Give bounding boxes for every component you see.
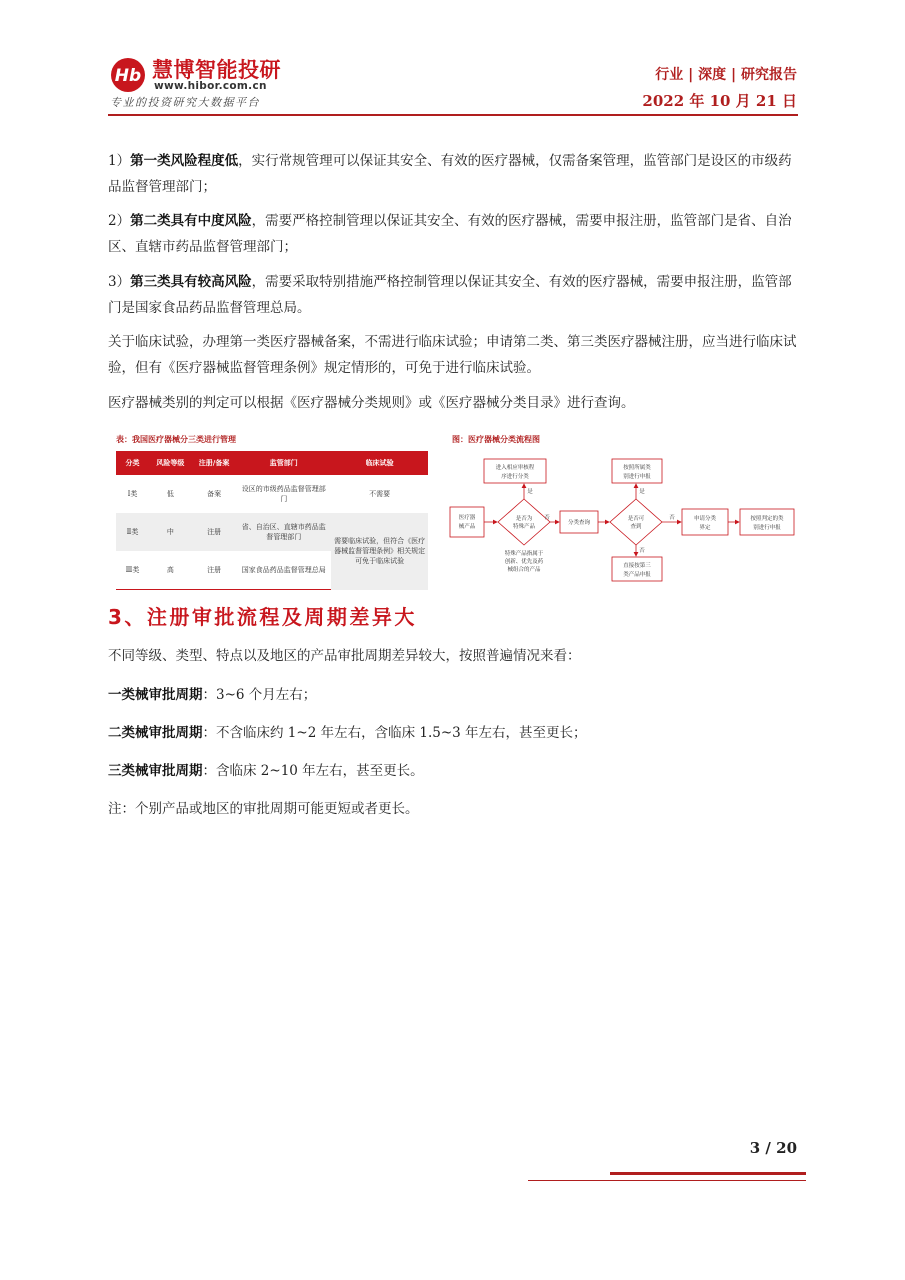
paragraph-class-one <box>108 148 798 200</box>
p2-rest: ，需要严格控制管理以保证其安全、有效的医疗器械，需要申报注册，监管部门是省、自治区、直辖市药品监督管理部门； <box>108 213 792 255</box>
flow-no-label: 否 <box>639 548 645 554</box>
flow-no-label-2: 否 <box>544 515 550 521</box>
flow-yes-label-2: 是 <box>639 489 645 495</box>
flow-apply-define-l2: 界定 <box>699 525 711 531</box>
flow-class-three-l2: 类产品申报 <box>623 572 651 578</box>
paragraph-clinical-trial: 关于临床试验，办理第一类医疗器械备案，不需进行临床试验；申请第二类、第三类医疗器械注册，应当进行临床试验，但有《医疗器械监督管理条例》规定情形的，可免于进行临床试验。 <box>108 334 797 376</box>
paragraph-class-two <box>108 208 798 260</box>
cycle-two-bold: 二类械审批周期 <box>108 725 203 741</box>
table-header-row <box>116 451 428 475</box>
p1-rest: ，实行常规管理可以保证其安全、有效的医疗器械，仅需备案管理，监管部门是设区的市级药品监督管理部门； <box>108 153 792 195</box>
flow-start-box <box>450 507 484 537</box>
flow-review-l2: 序进行分类 <box>501 474 529 480</box>
cycle-three-rest: ：含临床 2~10 年左右，甚至更长。 <box>202 763 424 779</box>
table-caption: 表：我国医疗器械分三类进行管理 <box>116 435 236 444</box>
flow-note-l1: 特殊产品指属于 <box>504 551 544 557</box>
page-number: 3 / 20 <box>749 1139 797 1157</box>
table-header-cell: 临床试验 <box>331 451 428 475</box>
footer-rule-thin <box>528 1180 806 1181</box>
table-cell: Ⅲ类 <box>116 551 149 590</box>
flow-final-l2: 别进行申报 <box>753 525 781 531</box>
table-cell: 中 <box>149 513 192 551</box>
table-header-cell: 注册/备案 <box>192 451 237 475</box>
cycle-note: 注：个别产品或地区的审批周期可能更短或者更长。 <box>108 801 419 817</box>
flow-class-three-l1: 直接按第三 <box>623 563 651 569</box>
table-cell: 国家食品药品监督管理总局 <box>236 551 331 590</box>
flow-no-label-3: 否 <box>669 515 675 521</box>
flow-classify-label: 分类查询 <box>567 520 591 526</box>
cycle-class-one <box>108 682 798 708</box>
p2-prefix: 2） <box>108 213 131 229</box>
cycle-two-rest: ：不含临床约 1~2 年左右，含临床 1.5~3 年左右，甚至更长； <box>202 725 587 741</box>
flow-final-l1: 按照判定的类 <box>750 516 784 522</box>
table-row <box>116 475 428 513</box>
p2-bold: 第二类具有中度风险 <box>130 213 252 229</box>
flow-review-l1: 进入相应审核程 <box>495 465 535 471</box>
section-intro: 不同等级、类型、特点以及地区的产品审批周期差异较大，按照普遍情况来看： <box>108 648 581 664</box>
flow-dec1-l2: 特殊产品 <box>512 524 536 530</box>
p1-bold: 第一类风险程度低 <box>130 153 239 169</box>
flow-apply-define-l1: 申请分类 <box>693 516 717 522</box>
logo-slogan: 专业的投资研究大数据平台 <box>110 96 260 109</box>
logo-mark-text: Hb <box>114 66 142 86</box>
table-cell: 省、自治区、直辖市药品监督管理部门 <box>236 513 331 551</box>
table-cell: 注册 <box>192 513 237 551</box>
cycle-three-bold: 三类械审批周期 <box>108 763 203 779</box>
table-cell: 备案 <box>207 490 222 498</box>
flow-apply-class-l2: 别进行申报 <box>623 474 651 480</box>
table-cell-clinical-merged: 需要临床试验，但符合《医疗器械监督管理条例》相关规定可免于临床试验 <box>331 513 428 590</box>
table-cell: 低 <box>166 490 174 498</box>
flow-note-l2: 创新、优先及药 <box>504 559 544 565</box>
paragraph-classification-query: 医疗器械类别的判定可以根据《医疗器械分类规则》或《医疗器械分类目录》进行查询。 <box>108 395 635 411</box>
classification-table <box>116 451 428 590</box>
flow-apply-class-l1: 按照所属类 <box>623 465 651 471</box>
table-cell: 不需要 <box>369 490 391 498</box>
cycle-class-three <box>108 758 798 784</box>
flow-start-l2: 械产品 <box>458 524 476 530</box>
flow-dec2-l1: 是否可 <box>627 516 645 522</box>
table-header-cell: 监管部门 <box>236 451 331 475</box>
flow-dec2-l2: 查到 <box>630 524 642 530</box>
cycle-one-bold: 一类械审批周期 <box>108 687 203 703</box>
table-cell: Ⅱ类 <box>116 513 149 551</box>
logo-title: 慧博智能投研 <box>152 58 281 82</box>
classification-flowchart <box>448 451 798 586</box>
section-heading: 3、注册审批流程及周期差异大 <box>108 605 417 629</box>
table-cell: 设区的市级药品监督管理部门 <box>241 485 326 503</box>
flow-note-l3: 械组合的产品 <box>507 567 541 573</box>
table-cell: 注册 <box>192 551 237 590</box>
flow-dec1-l1: 是否为 <box>515 516 533 522</box>
header-divider <box>108 114 798 116</box>
table-header-cell: 风险等级 <box>149 451 192 475</box>
p1-prefix: 1） <box>108 153 131 169</box>
table-cell: Ⅰ类 <box>127 490 138 498</box>
flow-final-box <box>740 509 794 535</box>
cycle-one-rest: ：3~6 个月左右； <box>202 687 317 703</box>
flow-decision-found <box>610 499 662 545</box>
logo-url: www.hibor.com.cn <box>154 80 267 92</box>
table-cell: 高 <box>149 551 192 590</box>
p3-rest: ，需要采取特别措施严格控制管理以保证其安全、有效的医疗器械，需要申报注册，监管部门是国家食品药品监督管理总局。 <box>108 274 792 316</box>
p3-bold: 第三类具有较高风险 <box>130 274 252 290</box>
table-header-cell: 分类 <box>116 451 149 475</box>
flow-start-l1: 医疗器 <box>458 515 476 521</box>
report-date: 2022 年 10 月 21 日 <box>642 92 797 110</box>
table-row <box>116 513 428 551</box>
flow-yes-label: 是 <box>527 489 533 495</box>
flow-apply-define-box <box>682 509 728 535</box>
hibor-logo-icon <box>110 57 150 93</box>
p3-prefix: 3） <box>108 274 131 290</box>
flow-decision-special <box>498 499 550 545</box>
report-type: 行业 | 深度 | 研究报告 <box>655 67 797 83</box>
flow-caption: 图：医疗器械分类流程图 <box>452 435 540 444</box>
paragraph-class-three <box>108 269 798 321</box>
footer-rule-thick <box>610 1172 806 1175</box>
cycle-class-two <box>108 720 798 746</box>
